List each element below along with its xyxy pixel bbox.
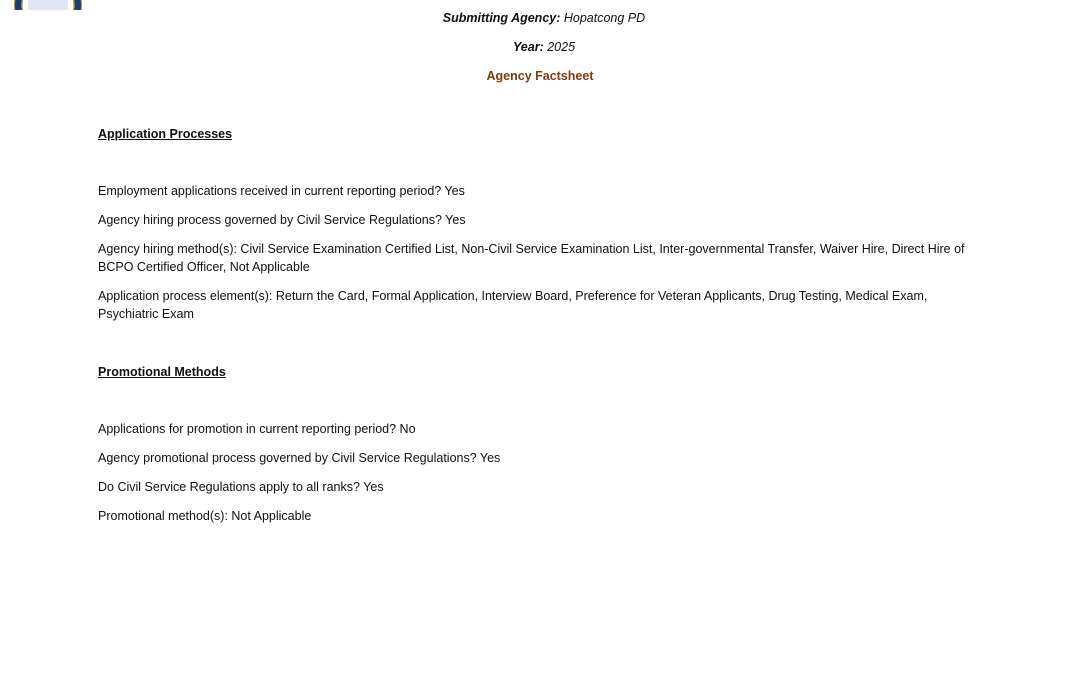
- list-item: Applications for promotion in current reporting period? No: [98, 422, 416, 436]
- list-item: Promotional method(s): Not Applicable: [98, 509, 312, 523]
- application-processes-heading: Application Processes: [98, 127, 233, 141]
- submitting-agency-line: [0, 11, 1080, 25]
- submitting-agency-value: Hopatcong PD: [563, 11, 646, 25]
- page-title: Agency Factsheet: [486, 69, 594, 83]
- list-item: Application process element(s): Return the Card, Formal Application, Interview Board, Preference for Veteran Applicants, Drug Testing, Medical Exam, Psychiatric Exam: [98, 289, 928, 321]
- list-item: Agency promotional process governed by Civil Service Regulations? Yes: [98, 451, 501, 465]
- state-seal-icon: [14, 0, 82, 10]
- year-label: Year:: [512, 40, 544, 54]
- year-line: [0, 40, 1080, 54]
- submitting-agency-label: Submitting Agency:: [442, 11, 561, 25]
- year-value: 2025: [547, 40, 576, 54]
- list-item: Agency hiring process governed by Civil Service Regulations? Yes: [98, 213, 466, 227]
- list-item: Agency hiring method(s): Civil Service Examination Certified List, Non-Civil Service Examination List, Inter-governmental Transfer, Waiver Hire, Direct Hire of BCPO Certified Officer, Not Applicable: [98, 242, 965, 274]
- list-item: Employment applications received in current reporting period? Yes: [98, 184, 465, 198]
- list-item: Do Civil Service Regulations apply to all ranks? Yes: [98, 480, 384, 494]
- promotional-methods-heading: Promotional Methods: [98, 365, 226, 379]
